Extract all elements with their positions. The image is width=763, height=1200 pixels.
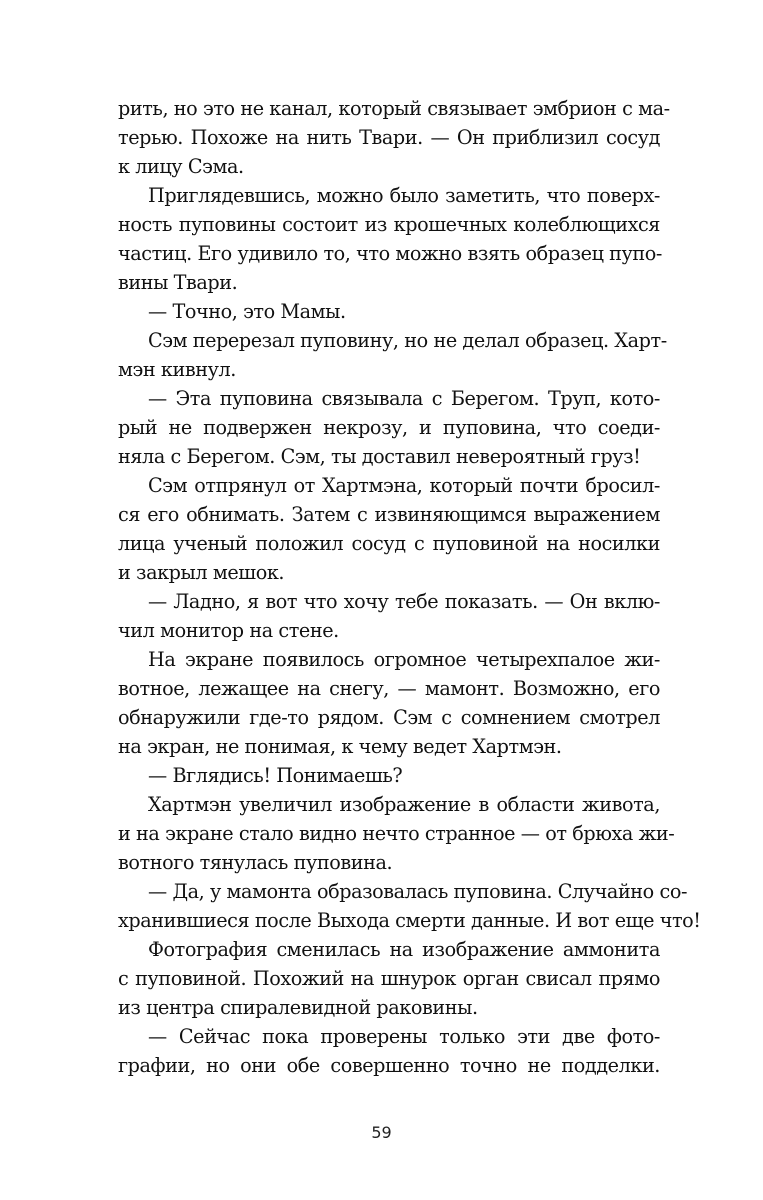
text-line: вотное, лежащее на снегу, — мамонт. Возможно, его xyxy=(118,677,660,700)
text-line: рый не подвержен некрозу, и пуповина, что соеди- xyxy=(118,416,660,439)
text-line: графии, но они обе совершенно точно не подделки. xyxy=(118,1054,660,1077)
text-line: Сэм отпрянул от Хартмэна, который почти бросил- xyxy=(148,474,660,497)
text-line: терью. Похоже на нить Твари. — Он приблизил сосуд xyxy=(118,126,660,149)
text-line: из центра спиралевидной раковины. xyxy=(118,996,478,1019)
text-line: рить, но это не канал, который связывает эмбрион с ма- xyxy=(118,97,670,120)
text-line: Приглядевшись, можно было заметить, что поверх- xyxy=(148,184,660,207)
text-line: Хартмэн увеличил изображение в области живота, xyxy=(148,793,660,816)
text-line: к лицу Сэма. xyxy=(118,155,244,178)
text-line: обнаружили где-то рядом. Сэм с сомнением смотрел xyxy=(118,706,660,729)
text-line: На экране появилось огромное четырехпалое жи- xyxy=(148,648,660,671)
text-line: хранившиеся после Выхода смерти данные. И вот еще что! xyxy=(118,909,701,932)
text-line: лица ученый положил сосуд с пуповиной на носилки xyxy=(118,532,660,555)
text-line: — Вглядись! Понимаешь? xyxy=(148,764,403,787)
text-line: Сэм перерезал пуповину, но не делал образец. Харт- xyxy=(148,329,667,352)
text-line: вотного тянулась пуповина. xyxy=(118,851,393,874)
text-line: вины Твари. xyxy=(118,271,238,294)
text-line: с пуповиной. Похожий на шнурок орган свисал прямо xyxy=(118,967,660,990)
page-number: 59 xyxy=(371,1123,392,1142)
text-line: — Точно, это Мамы. xyxy=(148,300,346,323)
text-line: чил монитор на стене. xyxy=(118,619,339,642)
text-line: няла с Берегом. Сэм, ты доставил невероятный груз! xyxy=(118,445,641,468)
text-line: на экран, не понимая, к чему ведет Хартмэн. xyxy=(118,735,562,758)
text-line: ность пуповины состоит из крошечных колеблющихся xyxy=(118,213,660,236)
text-line: — Ладно, я вот что хочу тебе показать. — Он вклю- xyxy=(148,590,660,613)
text-line: Фотография сменилась на изображение аммонита xyxy=(148,938,660,961)
text-line: — Эта пуповина связывала с Берегом. Труп, кото- xyxy=(148,387,660,410)
text-line: ся его обнимать. Затем с извиняющимся выражением xyxy=(118,503,660,526)
text-line: частиц. Его удивило то, что можно взять образец пупо- xyxy=(118,242,662,265)
text-line: — Да, у мамонта образовалась пуповина. Случайно со- xyxy=(148,880,688,903)
text-line: и на экране стало видно нечто странное — от брюха жи- xyxy=(118,822,675,845)
text-line: и закрыл мешок. xyxy=(118,561,285,584)
text-line: мэн кивнул. xyxy=(118,358,236,381)
text-line: — Сейчас пока проверены только эти две фото- xyxy=(148,1025,660,1048)
